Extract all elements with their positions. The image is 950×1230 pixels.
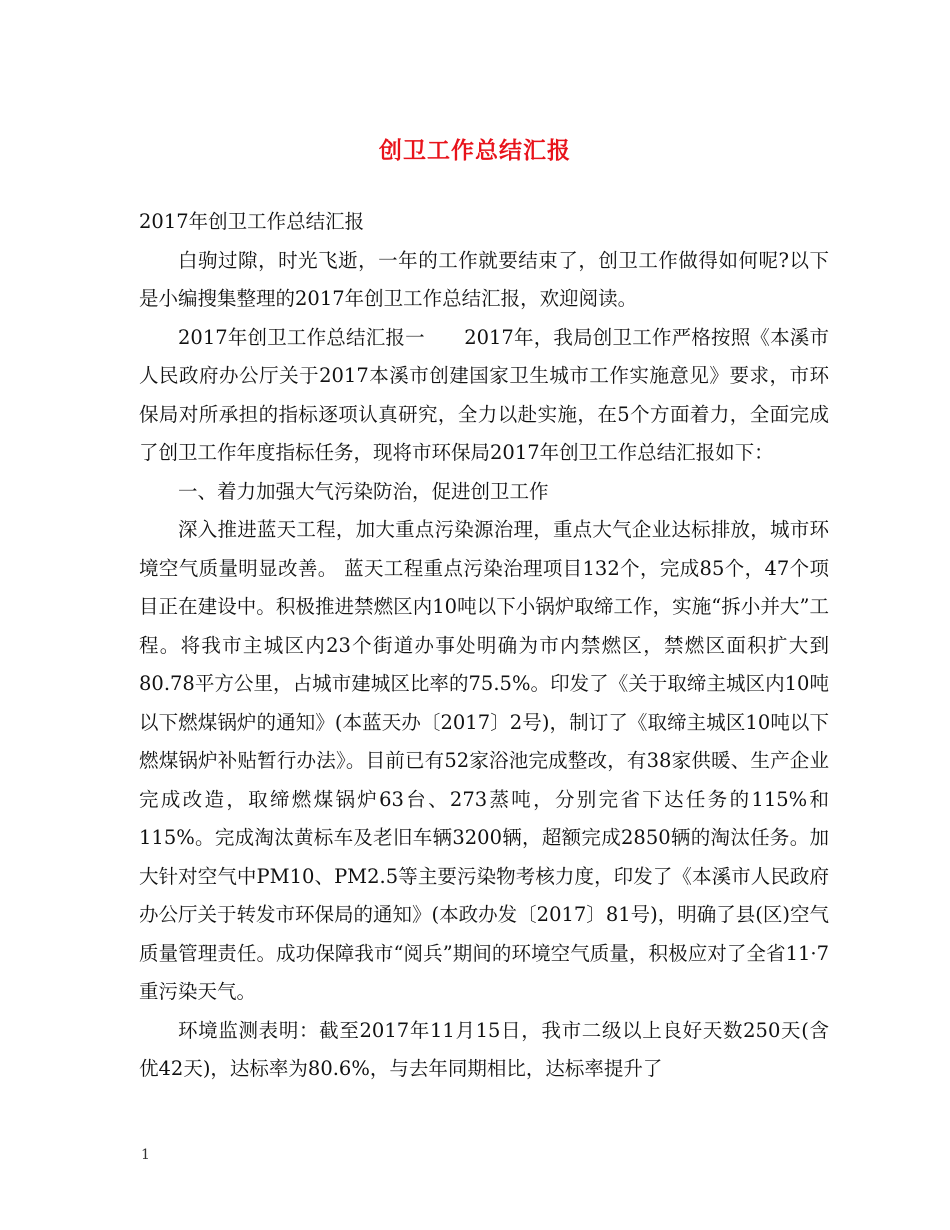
paragraph-summary-opening: 2017年创卫工作总结汇报一 2017年，我局创卫工作严格按照《本溪市人民政府办公厅关于2017本溪市创建国家卫生城市工作实施意见》要求，市环保局对所承担的指标逐项认真研究，全力以赴实施，在5个方面着力，全面完成了创卫工作年度指标任务，现将市环保局2017年创卫工作总结汇报如下： [139, 325, 829, 464]
paragraph-intro: 白驹过隙，时光飞逝，一年的工作就要结束了，创卫工作做得如何呢?以下是小编搜集整理的2017年创卫工作总结汇报，欢迎阅读。 [139, 248, 829, 310]
paragraph-blue-sky-project: 深入推进蓝天工程，加大重点污染源治理，重点大气企业达标排放，城市环境空气质量明显改善。 蓝天工程重点污染治理项目132个，完成85个，47个项目正在建设中。积极推进禁燃区内10吨以下小锅炉取缔工作，实施“拆小并大”工程。将我市主城区内23个街道办事处明确为市内禁燃区，禁燃区面积扩大到80.78平方公里，占城市建城区比率的75.5%。印发了《关于取缔主城区内10吨以下燃煤锅炉的通知》(本蓝天办〔2017〕2号)，制订了《取缔主城区10吨以下燃煤锅炉补贴暂行办法》。目前已有52家浴池完成整改，有38家供暖、生产企业完成改造，取缔燃煤锅炉63台、273蒸吨，分别完省下达任务的115%和115%。完成淘汰黄标车及老旧车辆3200辆，超额完成2850辆的淘汰任务。加大针对空气中PM10、PM2.5等主要污染物考核力度，印发了《本溪市人民政府办公厅关于转发市环保局的通知》(本政办发〔2017〕81号)，明确了县(区)空气质量管理责任。成功保障我市“阅兵”期间的环境空气质量，积极应对了全省11·7重污染天气。 [139, 518, 829, 1003]
document-title: 创卫工作总结汇报 [379, 137, 571, 164]
document-subtitle: 2017年创卫工作总结汇报 [139, 210, 365, 233]
page-number: 1 [141, 1147, 150, 1163]
section-heading-air-pollution: 一、着力加强大气污染防治，促进创卫工作 [178, 479, 549, 503]
document-body [139, 203, 829, 1089]
paragraph-environment-monitoring: 环境监测表明：截至2017年11月15日，我市二级以上良好天数250天(含优42天)，达标率为80.6%，与去年同期相比，达标率提升了 [139, 1018, 829, 1080]
